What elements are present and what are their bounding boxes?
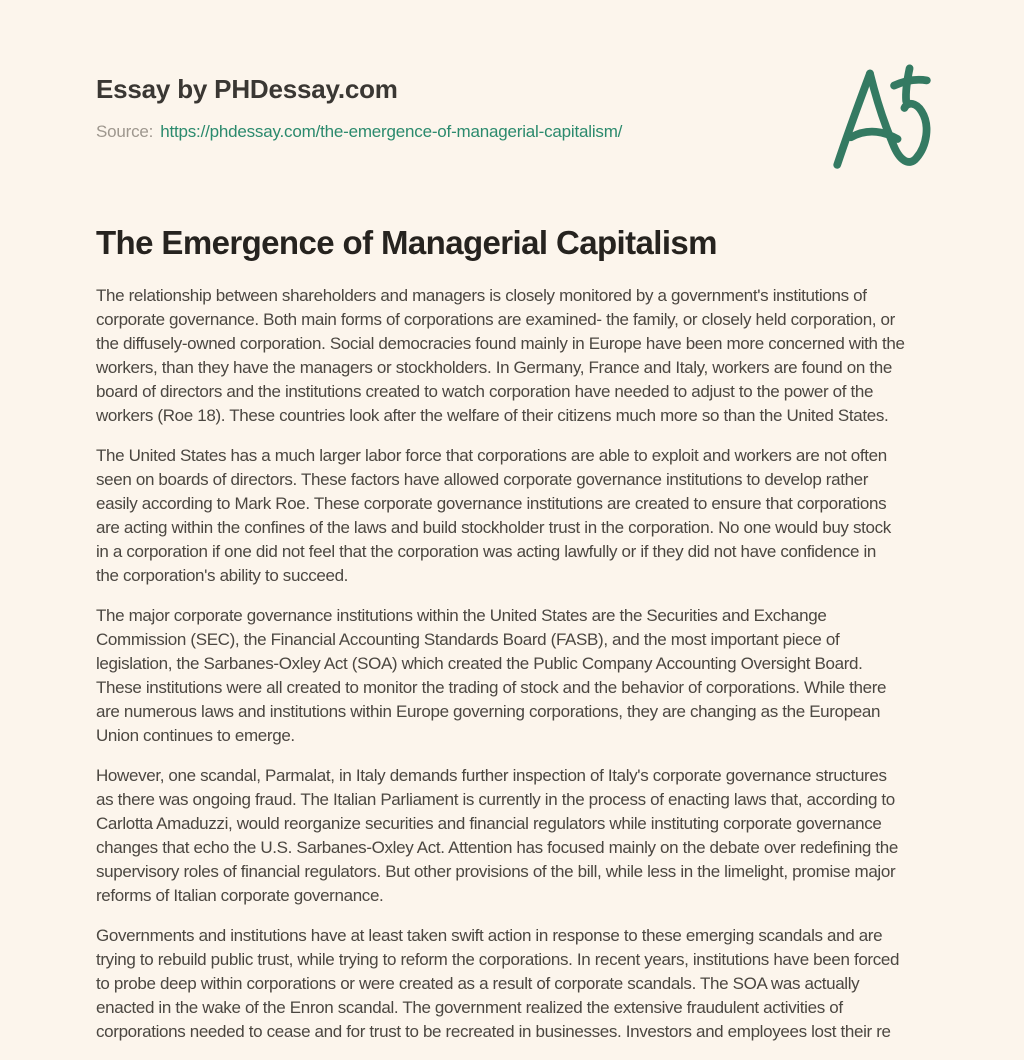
- paragraph-line: reforms of Italian corporate governance.: [96, 886, 384, 905]
- paragraph-line: Governments and institutions have at least taken swift action in response to these emerging scandals and are: [96, 926, 883, 945]
- source-link[interactable]: https://phdessay.com/the-emergence-of-managerial-capitalism/: [160, 122, 623, 141]
- paragraph-line: the diffusely-owned corporation. Social democracies found mainly in Europe have been more concerned with the: [96, 334, 905, 353]
- paragraph-line: However, one scandal, Parmalat, in Italy demands further inspection of Italy's corporate governance structures: [96, 766, 887, 785]
- paragraph-line: The United States has a much larger labor force that corporations are able to exploit and workers are not often: [96, 446, 887, 465]
- paragraph-line: trying to rebuild public trust, while trying to reform the corporations. In recent years, institutions have been forced: [96, 950, 900, 969]
- paragraph-line: The relationship between shareholders and managers is closely monitored by a government's institutions of: [96, 286, 867, 305]
- paragraph-line: as there was ongoing fraud. The Italian Parliament is currently in the process of enacting laws that, according to: [96, 790, 895, 809]
- paragraph-line: board of directors and the institutions created to watch corporation have needed to adjust to the power of the: [96, 382, 874, 401]
- paragraph-line: supervisory roles of financial regulators. But other provisions of the bill, while less in the limelight, promise major: [96, 862, 896, 881]
- paragraph-line: the corporation's ability to succeed.: [96, 566, 349, 585]
- essay-paragraph: [96, 284, 936, 428]
- paragraph-line: are numerous laws and institutions within Europe governing corporations, they are changing as the European: [96, 702, 881, 721]
- paragraph-line: easily according to Mark Roe. These corporate governance institutions are created to ensure that corporations: [96, 494, 887, 513]
- byline: Essay by PHDessay.com: [96, 74, 398, 104]
- paragraph-line: workers, than they have the managers or stockholders. In Germany, France and Italy, workers are found on the: [96, 358, 892, 377]
- essay-paragraph: [96, 604, 936, 748]
- source-row: [96, 122, 622, 142]
- essay-paragraph: [96, 764, 936, 908]
- paragraph-line: corporate governance. Both main forms of corporations are examined- the family, or closely held corporation, or: [96, 310, 895, 329]
- paragraph-line: changes that echo the U.S. Sarbanes-Oxley Act. Attention has focused mainly on the debate over redefining the: [96, 838, 898, 857]
- paragraph-line: Commission (SEC), the Financial Accounting Standards Board (FASB), and the most important piece of: [96, 630, 840, 649]
- paragraph-line: seen on boards of directors. These factors have allowed corporate governance institutions to develop rather: [96, 470, 869, 489]
- a-plus-logo-icon: [820, 58, 932, 170]
- paragraph-line: are acting within the confines of the laws and build stockholder trust in the corporation. No one would buy stock: [96, 518, 891, 537]
- paragraph-line: in a corporation if one did not feel that the corporation was acting lawfully or if they did not have confidence in: [96, 542, 877, 561]
- page-title: The Emergence of Managerial Capitalism: [96, 224, 717, 261]
- paragraph-line: Union continues to emerge.: [96, 726, 295, 745]
- essay-paragraph: [96, 444, 936, 588]
- paragraph-line: Carlotta Amaduzzi, would reorganize securities and financial regulators while instituting corporate governance: [96, 814, 882, 833]
- essay-body: [96, 284, 936, 1060]
- paragraph-line: legislation, the Sarbanes-Oxley Act (SOA) which created the Public Company Accounting Oversight Board.: [96, 654, 863, 673]
- paragraph-line: to probe deep within corporations or were created as a result of corporate scandals. The SOA was actually: [96, 974, 860, 993]
- source-label: Source:: [96, 122, 154, 141]
- paragraph-line: The major corporate governance institutions within the United States are the Securities and Exchange: [96, 606, 827, 625]
- paragraph-line: enacted in the wake of the Enron scandal. The government realized the extensive fraudulent activities of: [96, 998, 843, 1017]
- paragraph-line: corporations needed to cease and for trust to be recreated in businesses. Investors and employees lost their re: [96, 1022, 891, 1041]
- paragraph-line: These institutions were all created to monitor the trading of stock and the behavior of corporations. While there: [96, 678, 887, 697]
- essay-paragraph: [96, 924, 936, 1044]
- paragraph-line: workers (Roe 18). These countries look after the welfare of their citizens much more so than the United States.: [96, 406, 889, 425]
